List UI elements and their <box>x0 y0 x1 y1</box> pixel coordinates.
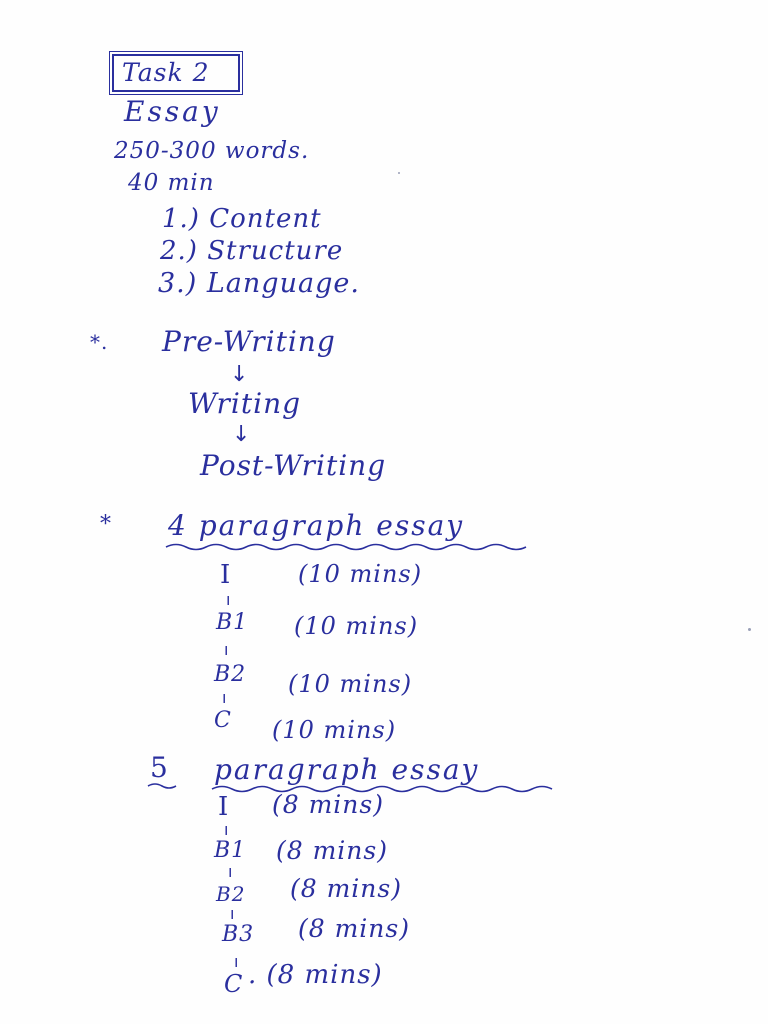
essay-label: Essay <box>124 95 221 128</box>
outline-time: (10 mins) <box>298 560 423 588</box>
connector-tick: ı <box>228 862 233 881</box>
process-step: Writing <box>188 387 302 420</box>
scan-speck <box>748 628 751 631</box>
time-limit: 40 min <box>128 170 215 196</box>
bullet-star: *. <box>90 330 109 354</box>
connector-tick: ı <box>226 590 231 609</box>
connector-tick: ı <box>234 952 239 971</box>
process-step: Pre-Writing <box>162 325 336 358</box>
connector-tick: ı <box>222 688 227 707</box>
outline-time: (10 mins) <box>294 612 419 640</box>
outline-label: I <box>220 560 232 590</box>
section-heading: paragraph essay <box>214 753 480 786</box>
outline-label: I <box>218 792 230 822</box>
criteria-item: 3.) Language. <box>158 268 360 299</box>
outline-label: B3 <box>222 922 255 947</box>
heading-underline <box>166 542 526 552</box>
outline-label: C <box>224 970 244 998</box>
section-number: 5 <box>150 751 169 784</box>
down-arrow-icon: ↓ <box>232 422 251 447</box>
outline-label: B2 <box>214 662 247 687</box>
page-title: Task 2 <box>122 58 210 87</box>
bullet-star: * <box>100 512 112 537</box>
outline-time: (10 mins) <box>288 670 413 698</box>
section-heading: 4 paragraph essay <box>168 509 465 542</box>
outline-label: B1 <box>216 610 249 635</box>
number-underline <box>148 782 176 790</box>
down-arrow-icon: ↓ <box>230 362 249 387</box>
outline-label: B2 <box>216 882 246 906</box>
outline-time: (10 mins) <box>272 716 397 744</box>
outline-label: C <box>214 708 232 733</box>
outline-time: (8 mins) <box>272 790 384 819</box>
connector-tick: ı <box>224 820 229 839</box>
outline-label: B1 <box>214 838 247 863</box>
connector-tick: ı <box>224 640 229 659</box>
criteria-item: 2.) Structure <box>160 236 344 266</box>
connector-tick: ı <box>230 904 235 923</box>
scan-speck <box>398 172 400 174</box>
criteria-item: 1.) Content <box>162 204 322 234</box>
process-step: Post-Writing <box>200 449 387 482</box>
word-count: 250-300 words. <box>114 138 310 164</box>
outline-time: (8 mins) <box>290 874 402 903</box>
outline-time: (8 mins) <box>276 836 388 865</box>
outline-time: . (8 mins) <box>248 960 383 990</box>
outline-time: (8 mins) <box>298 914 410 943</box>
